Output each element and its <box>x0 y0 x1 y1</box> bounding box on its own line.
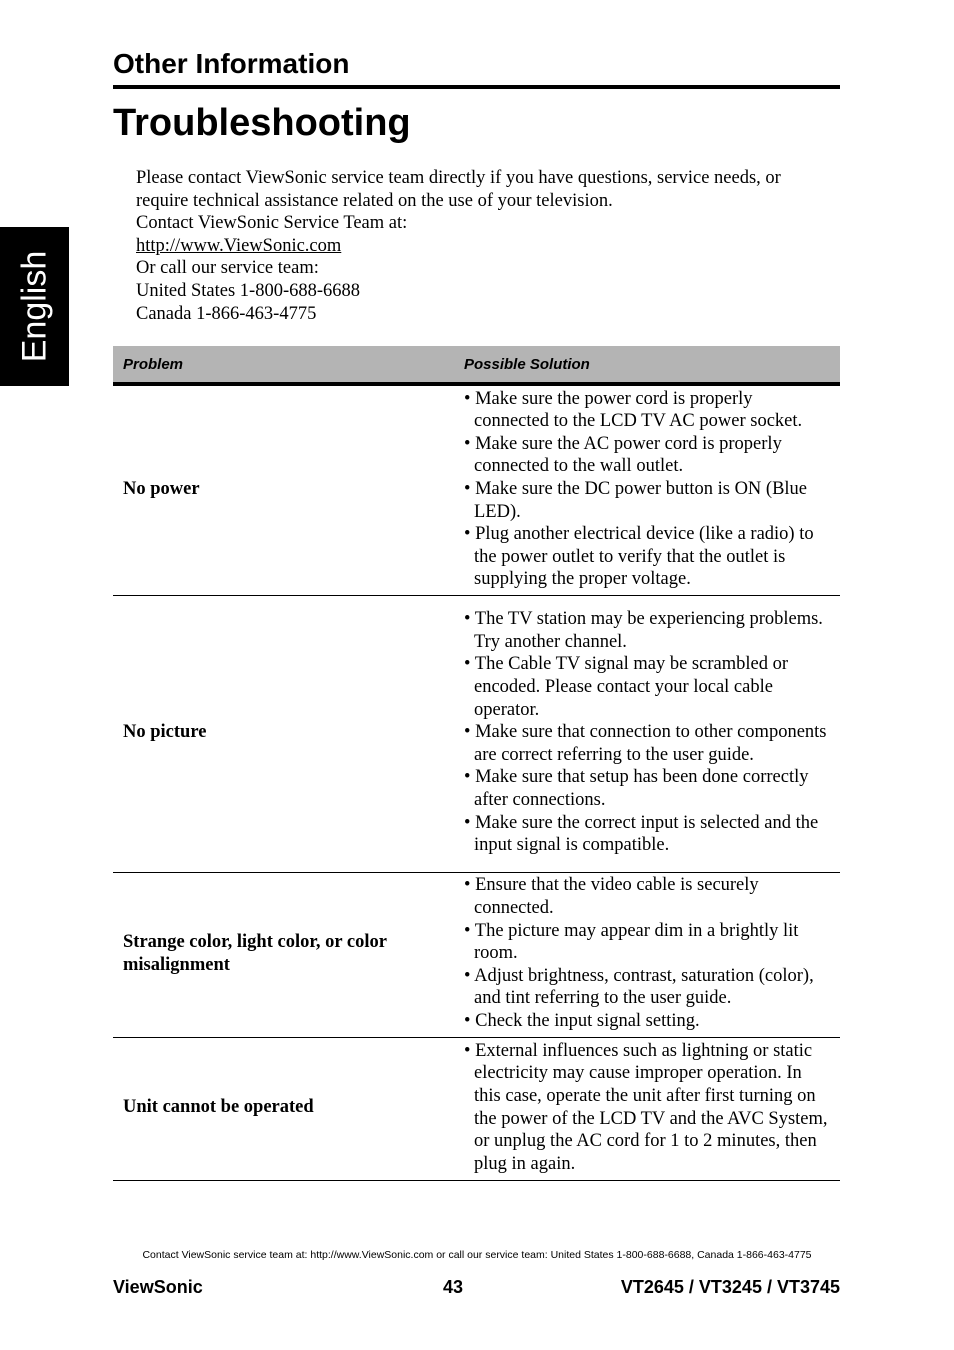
solution-item: • External influences such as lightning or static electricity may cause improper operation. In this case, operate the unit after first turning on the power of the LCD TV and the AVC System, or unplug the AC cord for 1 to 2 minutes, then plug in again. <box>464 1040 828 1174</box>
page-number: 43 <box>442 1277 464 1297</box>
website-link[interactable]: http://www.ViewSonic.com <box>136 235 342 256</box>
solution-item: • The Cable TV signal may be scrambled or encoded. Please contact your local cable operator. <box>464 654 788 720</box>
table-row <box>113 384 840 595</box>
solution-item: • Ensure that the video cable is securely connected. <box>464 875 759 919</box>
section-title: Other Information <box>113 48 350 79</box>
solution-item: • Plug another electrical device (like a radio) to the power outlet to verify that the outlet is supplying the proper voltage. <box>464 524 814 590</box>
troubleshooting-table <box>113 346 840 1181</box>
phone-us: United States 1-800-688-6688 <box>136 280 361 301</box>
table-header-row <box>113 346 840 384</box>
language-tab-label: English <box>15 250 54 363</box>
phone-canada: Canada 1-866-463-4775 <box>136 303 317 324</box>
solution-item: • The picture may appear dim in a brightly lit room. <box>464 920 799 964</box>
language-tab <box>0 227 69 386</box>
solution-item: • Adjust brightness, contrast, saturation (color), and tint referring to the user guide. <box>464 965 814 1009</box>
problem-cell: Strange color, light color, or color misalignment <box>113 872 454 1037</box>
solution-item: • Make sure the power cord is properly connected to the LCD TV AC power socket. <box>464 388 803 432</box>
footer-contact-note: Contact ViewSonic service team at: http://www.ViewSonic.com or call our service team: United States 1-800-688-6688, Canada 1-866-463-4775 <box>142 1249 812 1261</box>
solution-cell <box>454 872 840 1037</box>
solution-item: • Make sure the AC power cord is properly connected to the wall outlet. <box>464 433 782 477</box>
solution-item: • The TV station may be experiencing problems. Try another channel. <box>464 609 823 652</box>
table-row <box>113 1037 840 1180</box>
problem-cell: Unit cannot be operated <box>113 1037 454 1180</box>
header-problem: Problem <box>113 346 454 384</box>
solution-item: • Make sure the correct input is selected and the input signal is compatible. <box>464 812 819 856</box>
table-row <box>113 872 840 1037</box>
problem-cell: No power <box>113 384 454 595</box>
solution-item: • Check the input signal setting. <box>464 1010 700 1031</box>
intro-line: Or call our service team: <box>136 258 319 279</box>
footer-model: VT2645 / VT3245 / VT3745 <box>620 1277 840 1297</box>
intro-line: Contact ViewSonic Service Team at: <box>136 213 408 234</box>
intro-line: Please contact ViewSonic service team directly if you have questions, service needs, or require technical assistance related on the use of your television. <box>136 168 781 211</box>
intro-text <box>136 167 826 325</box>
title-rule <box>113 85 840 89</box>
solution-item: • Make sure the DC power button is ON (Blue LED). <box>464 478 808 522</box>
table-row <box>113 595 840 872</box>
solution-cell <box>454 595 840 872</box>
solution-cell <box>454 1037 840 1180</box>
footer-brand: ViewSonic <box>113 1277 203 1297</box>
solution-item: • Make sure that setup has been done correctly after connections. <box>464 767 809 810</box>
page-title: Troubleshooting <box>113 102 411 144</box>
solution-item: • Make sure that connection to other components are correct referring to the user guide. <box>464 722 827 765</box>
solution-cell <box>454 384 840 595</box>
header-solution: Possible Solution <box>454 346 840 384</box>
problem-cell: No picture <box>113 595 454 872</box>
